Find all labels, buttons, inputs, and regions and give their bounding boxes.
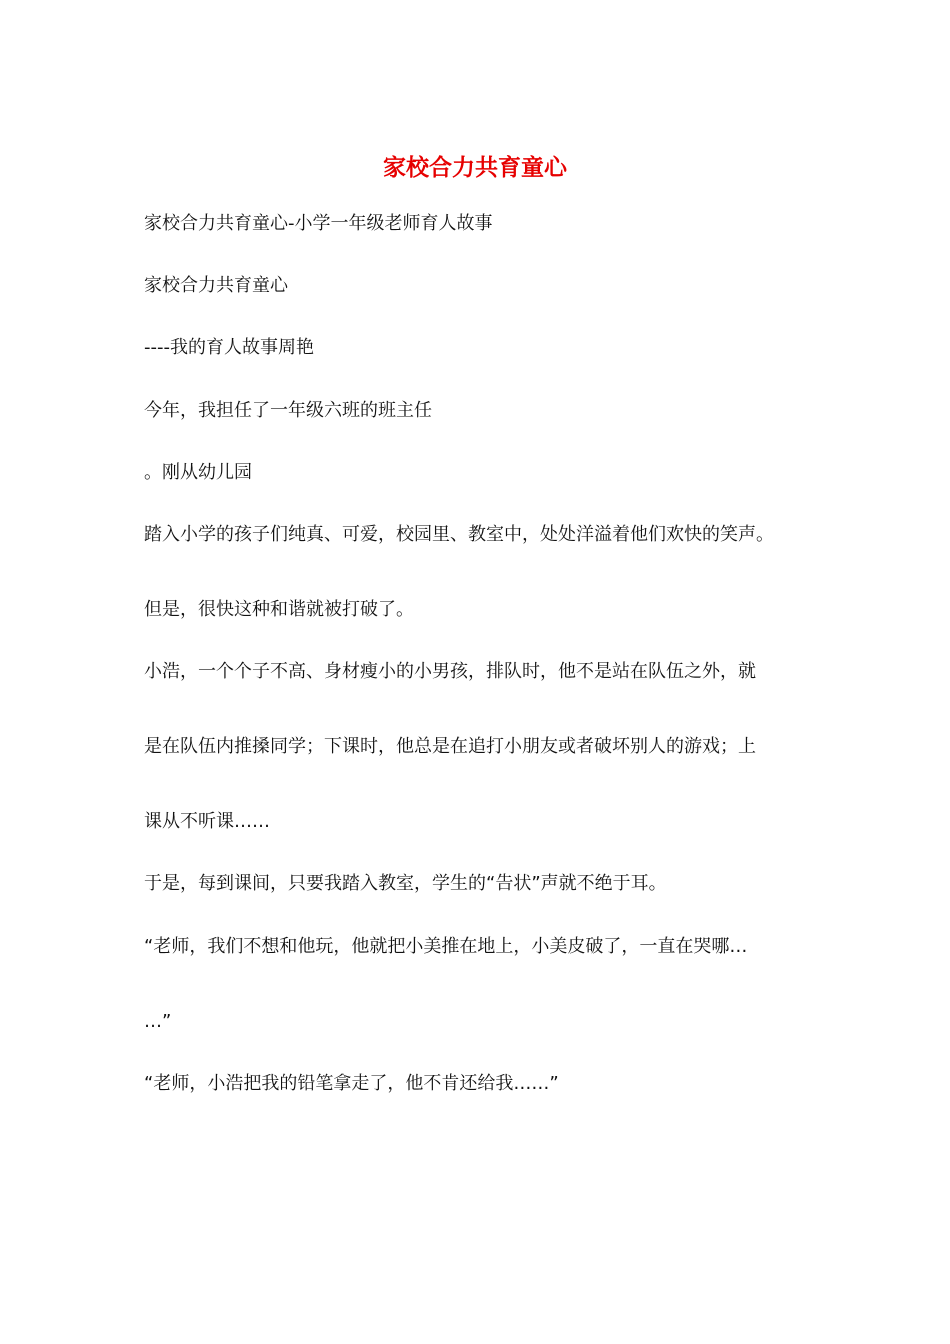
document-title: 家校合力共育童心	[383, 154, 567, 181]
text-line-heading: 家校合力共育童心	[144, 275, 288, 296]
text-line-subtitle: 家校合力共育童心-小学一年级老师育人故事	[144, 213, 493, 234]
text-line: 。刚从幼儿园	[144, 462, 252, 483]
text-line: 但是，很快这种和谐就被打破了。	[144, 599, 414, 620]
text-line-author: ----我的育人故事周艳	[144, 337, 314, 358]
text-line: 课从不听课……	[144, 811, 270, 832]
text-line: 踏入小学的孩子们纯真、可爱，校园里、教室中，处处洋溢着他们欢快的笑声。	[144, 524, 774, 545]
text-line: “老师，小浩把我的铅笔拿走了，他不肯还给我……”	[144, 1073, 559, 1094]
text-line: 于是，每到课间，只要我踏入教室，学生的“告状”声就不绝于耳。	[144, 873, 667, 894]
text-line: 小浩，一个个子不高、身材瘦小的小男孩，排队时，他不是站在队伍之外，就	[144, 661, 756, 682]
text-line: …”	[144, 1011, 172, 1032]
text-line: “老师，我们不想和他玩，他就把小美推在地上，小美皮破了，一直在哭哪…	[144, 936, 748, 957]
text-line: 是在队伍内推搡同学；下课时，他总是在追打小朋友或者破坏别人的游戏；上	[144, 736, 756, 757]
text-line: 今年，我担任了一年级六班的班主任	[144, 400, 432, 421]
